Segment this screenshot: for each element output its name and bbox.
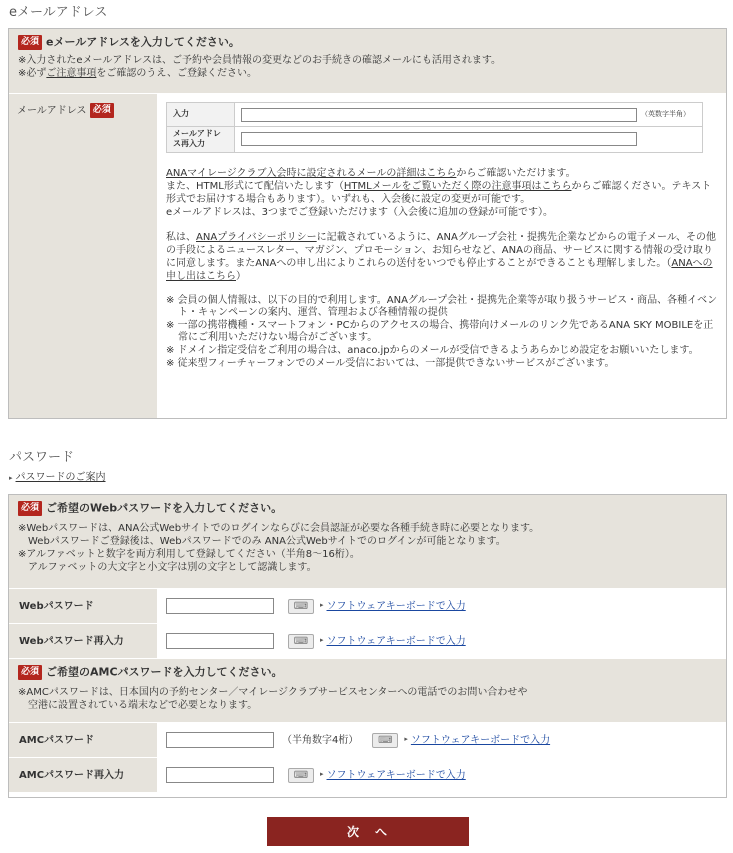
- para-text: からご確認いただけます。: [456, 167, 576, 179]
- amc-password-hint: （半角数字4桁）: [282, 734, 359, 746]
- para-text: からご確認ください。テキスト形式でお届けする場合もあります）。いずれも、入会後に設定の変更が可能です。: [166, 180, 712, 205]
- note-item: ※ 会員の個人情報は、以下の目的で利用します。ANAグループ会社・提携先企業等が取り扱うサービス・商品、各種イベント・キャンペーンの案内、運営、管理および各種情報の提供: [166, 294, 718, 318]
- web-notice-head: ご希望のWebパスワードを入力してください。: [46, 501, 283, 515]
- amc-password-confirm-input[interactable]: [166, 767, 274, 783]
- required-badge: 必須: [90, 103, 114, 118]
- amc-password-label: AMCパスワード: [9, 723, 157, 757]
- required-badge: 必須: [18, 501, 42, 516]
- amc-password-confirm-label: AMCパスワード再入力: [9, 758, 157, 792]
- software-keyboard-link[interactable]: ソフトウェアキーボードで入力: [326, 769, 466, 781]
- keyboard-icon[interactable]: ⌨: [288, 634, 314, 649]
- amc-notice-line: ※AMCパスワードは、日本国内の予約センター／マイレージクラブサービスセンターへの電話でのお問い合わせや: [18, 687, 528, 698]
- note-item: ※ 従来型フィーチャーフォンでのメール受信においては、一部提供できないサービスがございます。: [166, 357, 615, 369]
- keyboard-icon[interactable]: ⌨: [288, 768, 314, 783]
- web-notice-line: Webパスワードご登録後は、Webパスワードでのみ ANA公式Webサイトでのログインが可能となります。: [18, 536, 506, 547]
- email-input-hint: （英数字半角）: [641, 109, 690, 118]
- notice-text: をご確認のうえ、ご登録ください。: [96, 68, 257, 79]
- software-keyboard-link[interactable]: ソフトウェアキーボードで入力: [410, 734, 551, 746]
- note-item: ※ 一部の携帯機種・スマートフォン・PCからのアクセスの場合、携帯向けメールのリンク先であるANA SKY MOBILEを正常にご利用いただけない場合がございます。: [166, 319, 714, 343]
- next-button[interactable]: 次 へ: [267, 817, 469, 846]
- triangle-bullet-icon: ▸: [404, 735, 408, 744]
- web-password-confirm-row: [9, 623, 726, 658]
- software-keyboard-link[interactable]: ソフトウェアキーボードで入力: [326, 600, 466, 612]
- note-item: ※ ドメイン指定受信をご利用の場合は、anaco.jpからのメールが受信できるようあらかじめ設定をお願いいたします。: [166, 344, 699, 356]
- triangle-bullet-icon: ▸: [320, 770, 324, 779]
- triangle-bullet-icon: ▸: [9, 474, 13, 482]
- caution-link[interactable]: ご注意事項: [46, 68, 97, 79]
- email-input-label: 入力: [167, 103, 235, 127]
- password-section-title: パスワード: [9, 450, 75, 465]
- web-notice-line: ※Webパスワードは、ANA公式Webサイトでのログインならびに会員認証が必要な各種手続き時に必要となります。: [18, 523, 540, 534]
- web-notice-line: ※アルファベットと数字を両方利用して登録してください（半角8～16桁）。: [18, 549, 360, 560]
- para-text: に記載されているように、ANAグループ会社・提携先企業などからの電子メール、その他の手段によるニュースレター、マガジン、プロモーション、お知らせなど、ANAの商品、サービスに関する情報の受け取りに同意します。またANAへの申し出によりこれらの送付をいつでも停止することができることも理解しました。（: [166, 231, 717, 269]
- para-text: また、HTML形式にて配信いたします（: [166, 180, 344, 192]
- amc-notice-head: ご希望のAMCパスワードを入力してください。: [46, 665, 283, 679]
- email-info-paragraph: [166, 167, 718, 219]
- email-label-text: メールアドレス: [17, 105, 87, 117]
- web-password-label: Webパスワード: [9, 589, 157, 623]
- email-input-table: [166, 102, 703, 153]
- software-keyboard-link[interactable]: ソフトウェアキーボードで入力: [326, 635, 466, 647]
- keyboard-icon[interactable]: ⌨: [288, 599, 314, 614]
- triangle-bullet-icon: ▸: [320, 601, 324, 610]
- email-confirm-label: メールアドレス再入力: [167, 127, 235, 153]
- email-notice: [9, 29, 726, 93]
- email-notice-head: eメールアドレスを入力してください。: [46, 35, 240, 49]
- amc-notice-line: 空港に設置されている端末などで必要となります。: [18, 700, 258, 711]
- triangle-bullet-icon: ▸: [320, 636, 324, 645]
- amc-password-row: [9, 722, 726, 757]
- web-password-input[interactable]: [166, 598, 274, 614]
- para-text: eメールアドレスは、3つまでご登録いただけます（入会後に追加の登録が可能です）。: [166, 206, 554, 218]
- notice-text: ※必ず: [18, 68, 47, 79]
- amc-password-confirm-row: [9, 757, 726, 792]
- mail-detail-link[interactable]: ANAマイレージクラブ入会時に設定されるメールの詳細はこちら: [166, 167, 457, 179]
- web-notice-line: アルファベットの大文字と小文字は別の文字として認識します。: [18, 562, 317, 573]
- required-badge: 必須: [18, 665, 42, 680]
- email-confirm-input[interactable]: [241, 132, 637, 146]
- required-badge: 必須: [18, 35, 42, 50]
- amc-password-input[interactable]: [166, 732, 274, 748]
- web-password-confirm-input[interactable]: [166, 633, 274, 649]
- web-password-row: [9, 588, 726, 623]
- privacy-policy-link[interactable]: ANAプライバシーポリシー: [196, 231, 317, 243]
- web-password-confirm-label: Webパスワード再入力: [9, 624, 157, 658]
- web-password-notice: [9, 495, 726, 588]
- html-mail-link[interactable]: HTMLメールをご覧いただく際の注意事項はこちら: [343, 180, 572, 192]
- keyboard-icon[interactable]: ⌨: [372, 733, 398, 748]
- amc-password-notice: [9, 658, 726, 722]
- email-section-box: [8, 28, 727, 419]
- email-input[interactable]: [241, 108, 637, 122]
- opt-out-link[interactable]: ANAへの申し出はこちら: [166, 257, 713, 282]
- password-section-box: [8, 494, 727, 798]
- email-notice-line: ※入力されたeメールアドレスは、ご予約や会員情報の変更などのお手続きの確認メールにも活用されます。: [18, 55, 502, 66]
- email-field-label: [9, 94, 157, 418]
- para-text: 私は、: [166, 231, 196, 243]
- email-section-title: eメールアドレス: [9, 5, 108, 20]
- password-guide-link[interactable]: パスワードのご案内: [15, 472, 106, 483]
- para-text: ）: [236, 270, 246, 282]
- privacy-paragraph: [166, 231, 718, 283]
- email-notes: [166, 295, 718, 370]
